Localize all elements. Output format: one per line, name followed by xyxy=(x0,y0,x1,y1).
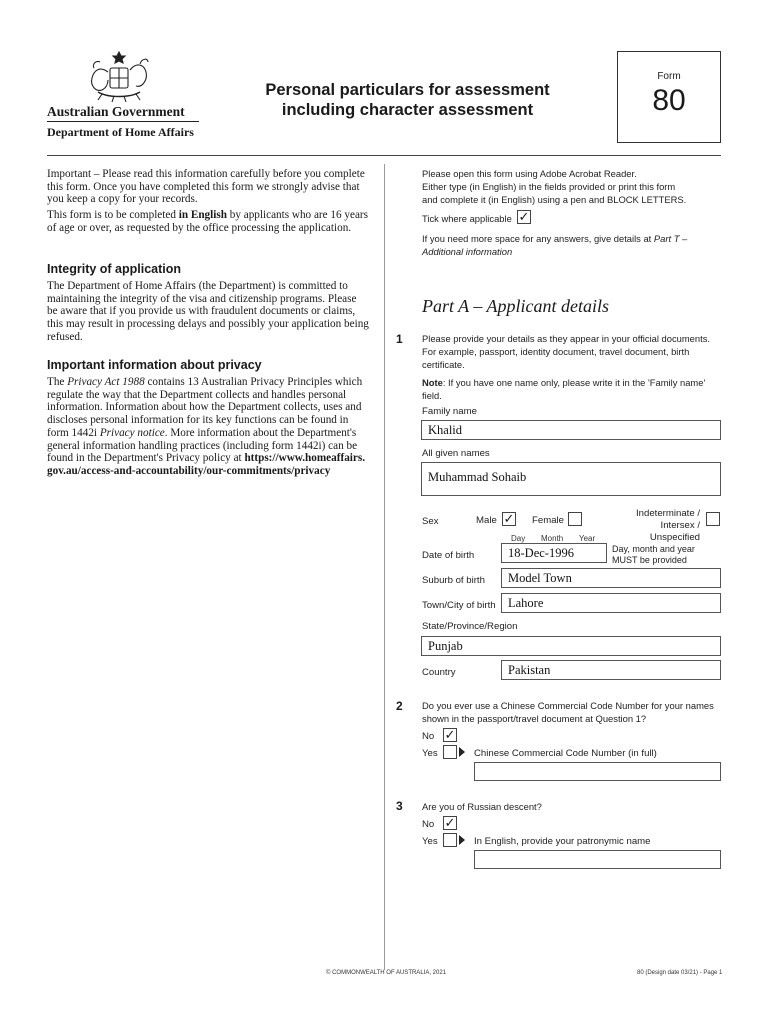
integrity-text: The Department of Home Affairs (the Department) is committed to maintaining the integrity of the visa and citizenship programs. Please be aware that if you provide us with fraudulent documents or claims, this may result in processing delays and possibly your application being refused. xyxy=(47,280,369,343)
q3-yes-label: Yes xyxy=(422,836,438,847)
month-label: Month xyxy=(541,534,564,543)
example-tick-box: ✓ xyxy=(518,209,530,224)
male-checkbox[interactable]: ✓ xyxy=(503,511,515,526)
q1-text-line-1: Please provide your details as they appear in your official documents. xyxy=(422,333,711,344)
given-names-field[interactable]: Muhammad Sohaib xyxy=(421,462,721,496)
form-label: Form xyxy=(657,71,681,82)
important-notice: Important – Please read this information carefully before you complete this form. Once you have completed this form we strongly advise that you keep a copy for your records. xyxy=(47,168,365,206)
form-title xyxy=(250,80,565,120)
privacy-act-name: Privacy Act 1988 xyxy=(67,376,145,388)
more-space-line-2 xyxy=(422,246,512,258)
english-text-bold: in English xyxy=(178,209,227,221)
more-space-line-1 xyxy=(422,233,687,245)
header-divider xyxy=(47,121,199,122)
instruction-line-1: Please open this form using Adobe Acrobat Reader. xyxy=(422,168,637,179)
patronymic-label: In English, provide your patronymic name xyxy=(474,836,651,847)
additional-information-reference: Additional information xyxy=(422,246,513,257)
question-3-number: 3 xyxy=(396,799,403,813)
privacy-text xyxy=(47,376,369,478)
q2-no-checkbox[interactable]: ✓ xyxy=(444,727,456,742)
q2-arrow-icon xyxy=(459,747,465,757)
chinese-code-field[interactable] xyxy=(474,762,721,781)
dob-note-line-2: MUST be provided xyxy=(612,555,687,565)
english-text-post: by applicants who are 16 years of age or over, as requested by the office processing the application. xyxy=(47,209,368,234)
copyright-text: © COMMONWEALTH OF AUSTRALIA, 2021 xyxy=(326,970,446,976)
suburb-of-birth-field[interactable]: Model Town xyxy=(501,568,721,588)
state-field[interactable]: Punjab xyxy=(421,636,721,656)
q2-text-line-2: shown in the passport/travel document at Question 1? xyxy=(422,713,647,724)
day-label: Day xyxy=(511,534,526,543)
privacy-policy-link[interactable]: https://www.homeaffairs.gov.au/access-and-accountability/our-commitments/privacy xyxy=(47,452,366,477)
form-title-line-2: including character assessment xyxy=(281,101,534,119)
form-number: 80 xyxy=(652,84,686,117)
chinese-code-label: Chinese Commercial Code Number (in full) xyxy=(474,748,657,759)
dob-note xyxy=(612,544,695,566)
q2-yes-checkbox[interactable] xyxy=(443,745,457,759)
coat-of-arms-icon xyxy=(84,48,154,104)
privacy-heading: Important information about privacy xyxy=(47,358,262,372)
date-of-birth-label: Date of birth xyxy=(422,550,475,561)
english-requirement xyxy=(47,209,369,234)
q3-yes-checkbox[interactable] xyxy=(443,833,457,847)
question-1-number: 1 xyxy=(396,332,403,346)
family-name-field[interactable]: Khalid xyxy=(421,420,721,440)
q2-text-line-1: Do you ever use a Chinese Commercial Code Number for your names xyxy=(422,700,714,711)
tick-where-applicable-label: Tick where applicable xyxy=(422,213,512,224)
part-a-heading: Part A – Applicant details xyxy=(422,296,610,316)
dob-note-line-1: Day, month and year xyxy=(612,544,695,554)
note-label: Note xyxy=(422,377,443,388)
q3-no-label: No xyxy=(422,819,435,830)
male-label: Male xyxy=(476,515,497,526)
country-label: Country xyxy=(422,667,456,678)
more-space-text: If you need more space for any answers, give details at xyxy=(422,233,654,244)
sex-label: Sex xyxy=(422,516,439,527)
department-name: Department of Home Affairs xyxy=(47,125,194,139)
question-2-number: 2 xyxy=(396,699,403,713)
government-name: Australian Government xyxy=(47,104,185,119)
instruction-line-2: Either type (in English) in the fields provided or print this form xyxy=(422,181,676,192)
town-of-birth-field[interactable]: Lahore xyxy=(501,593,721,613)
indeterminate-checkbox[interactable] xyxy=(706,512,720,526)
note-text: : If you have one name only, please write it in the 'Family name' xyxy=(442,377,706,388)
q1-text-line-2: For example, passport, identity document, travel document, birth xyxy=(422,346,690,357)
instruction-line-3: and complete it (in English) using a pen and BLOCK LETTERS. xyxy=(422,194,687,205)
indeterminate-label-line-1: Indeterminate / xyxy=(636,508,700,519)
integrity-heading: Integrity of application xyxy=(47,262,182,276)
part-t-reference: Part T – xyxy=(653,233,688,244)
given-names-label: All given names xyxy=(422,448,490,459)
q3-no-checkbox[interactable]: ✓ xyxy=(444,815,456,830)
date-of-birth-field[interactable]: 18-Dec-1996 xyxy=(501,543,607,563)
indeterminate-label xyxy=(612,508,700,544)
country-field[interactable]: Pakistan xyxy=(501,660,721,680)
column-divider xyxy=(384,164,385,970)
form-title-line-1: Personal particulars for assessment xyxy=(265,81,550,99)
privacy-notice-name: Privacy notice xyxy=(99,426,165,439)
state-label: State/Province/Region xyxy=(422,621,518,632)
q1-note-line-1 xyxy=(422,377,705,389)
q1-note-line-2: field. xyxy=(422,390,442,401)
family-name-label: Family name xyxy=(422,406,477,417)
privacy-text-pre: The xyxy=(47,376,68,388)
q2-yes-label: Yes xyxy=(422,748,438,759)
page-info: 80 (Design date 03/21) - Page 1 xyxy=(637,970,723,976)
female-label: Female xyxy=(532,515,564,526)
year-label: Year xyxy=(579,534,596,543)
english-text-pre: This form is to be completed xyxy=(47,209,179,221)
suburb-of-birth-label: Suburb of birth xyxy=(422,575,485,586)
q3-arrow-icon xyxy=(459,835,465,845)
female-checkbox[interactable] xyxy=(568,512,582,526)
privacy-text-mid: contains 13 Australian Privacy Principles which regulate the way that the Department collects and handles personal information. Information about how the Department collects, uses and discloses personal information for its key functions can be found in form 1442i xyxy=(47,376,363,439)
q2-no-label: No xyxy=(422,731,435,742)
patronymic-field[interactable] xyxy=(474,850,721,869)
header-rule xyxy=(47,155,721,156)
privacy-text-post: . More information about the Department's general information handling practices (including form 1442i) can be found in the Department's Privacy policy at xyxy=(47,426,358,465)
indeterminate-label-line-2: Intersex / Unspecified xyxy=(649,520,700,543)
q1-text-line-3: certificate. xyxy=(422,359,465,370)
town-of-birth-label: Town/City of birth xyxy=(422,600,496,611)
q3-text: Are you of Russian descent? xyxy=(422,801,542,812)
